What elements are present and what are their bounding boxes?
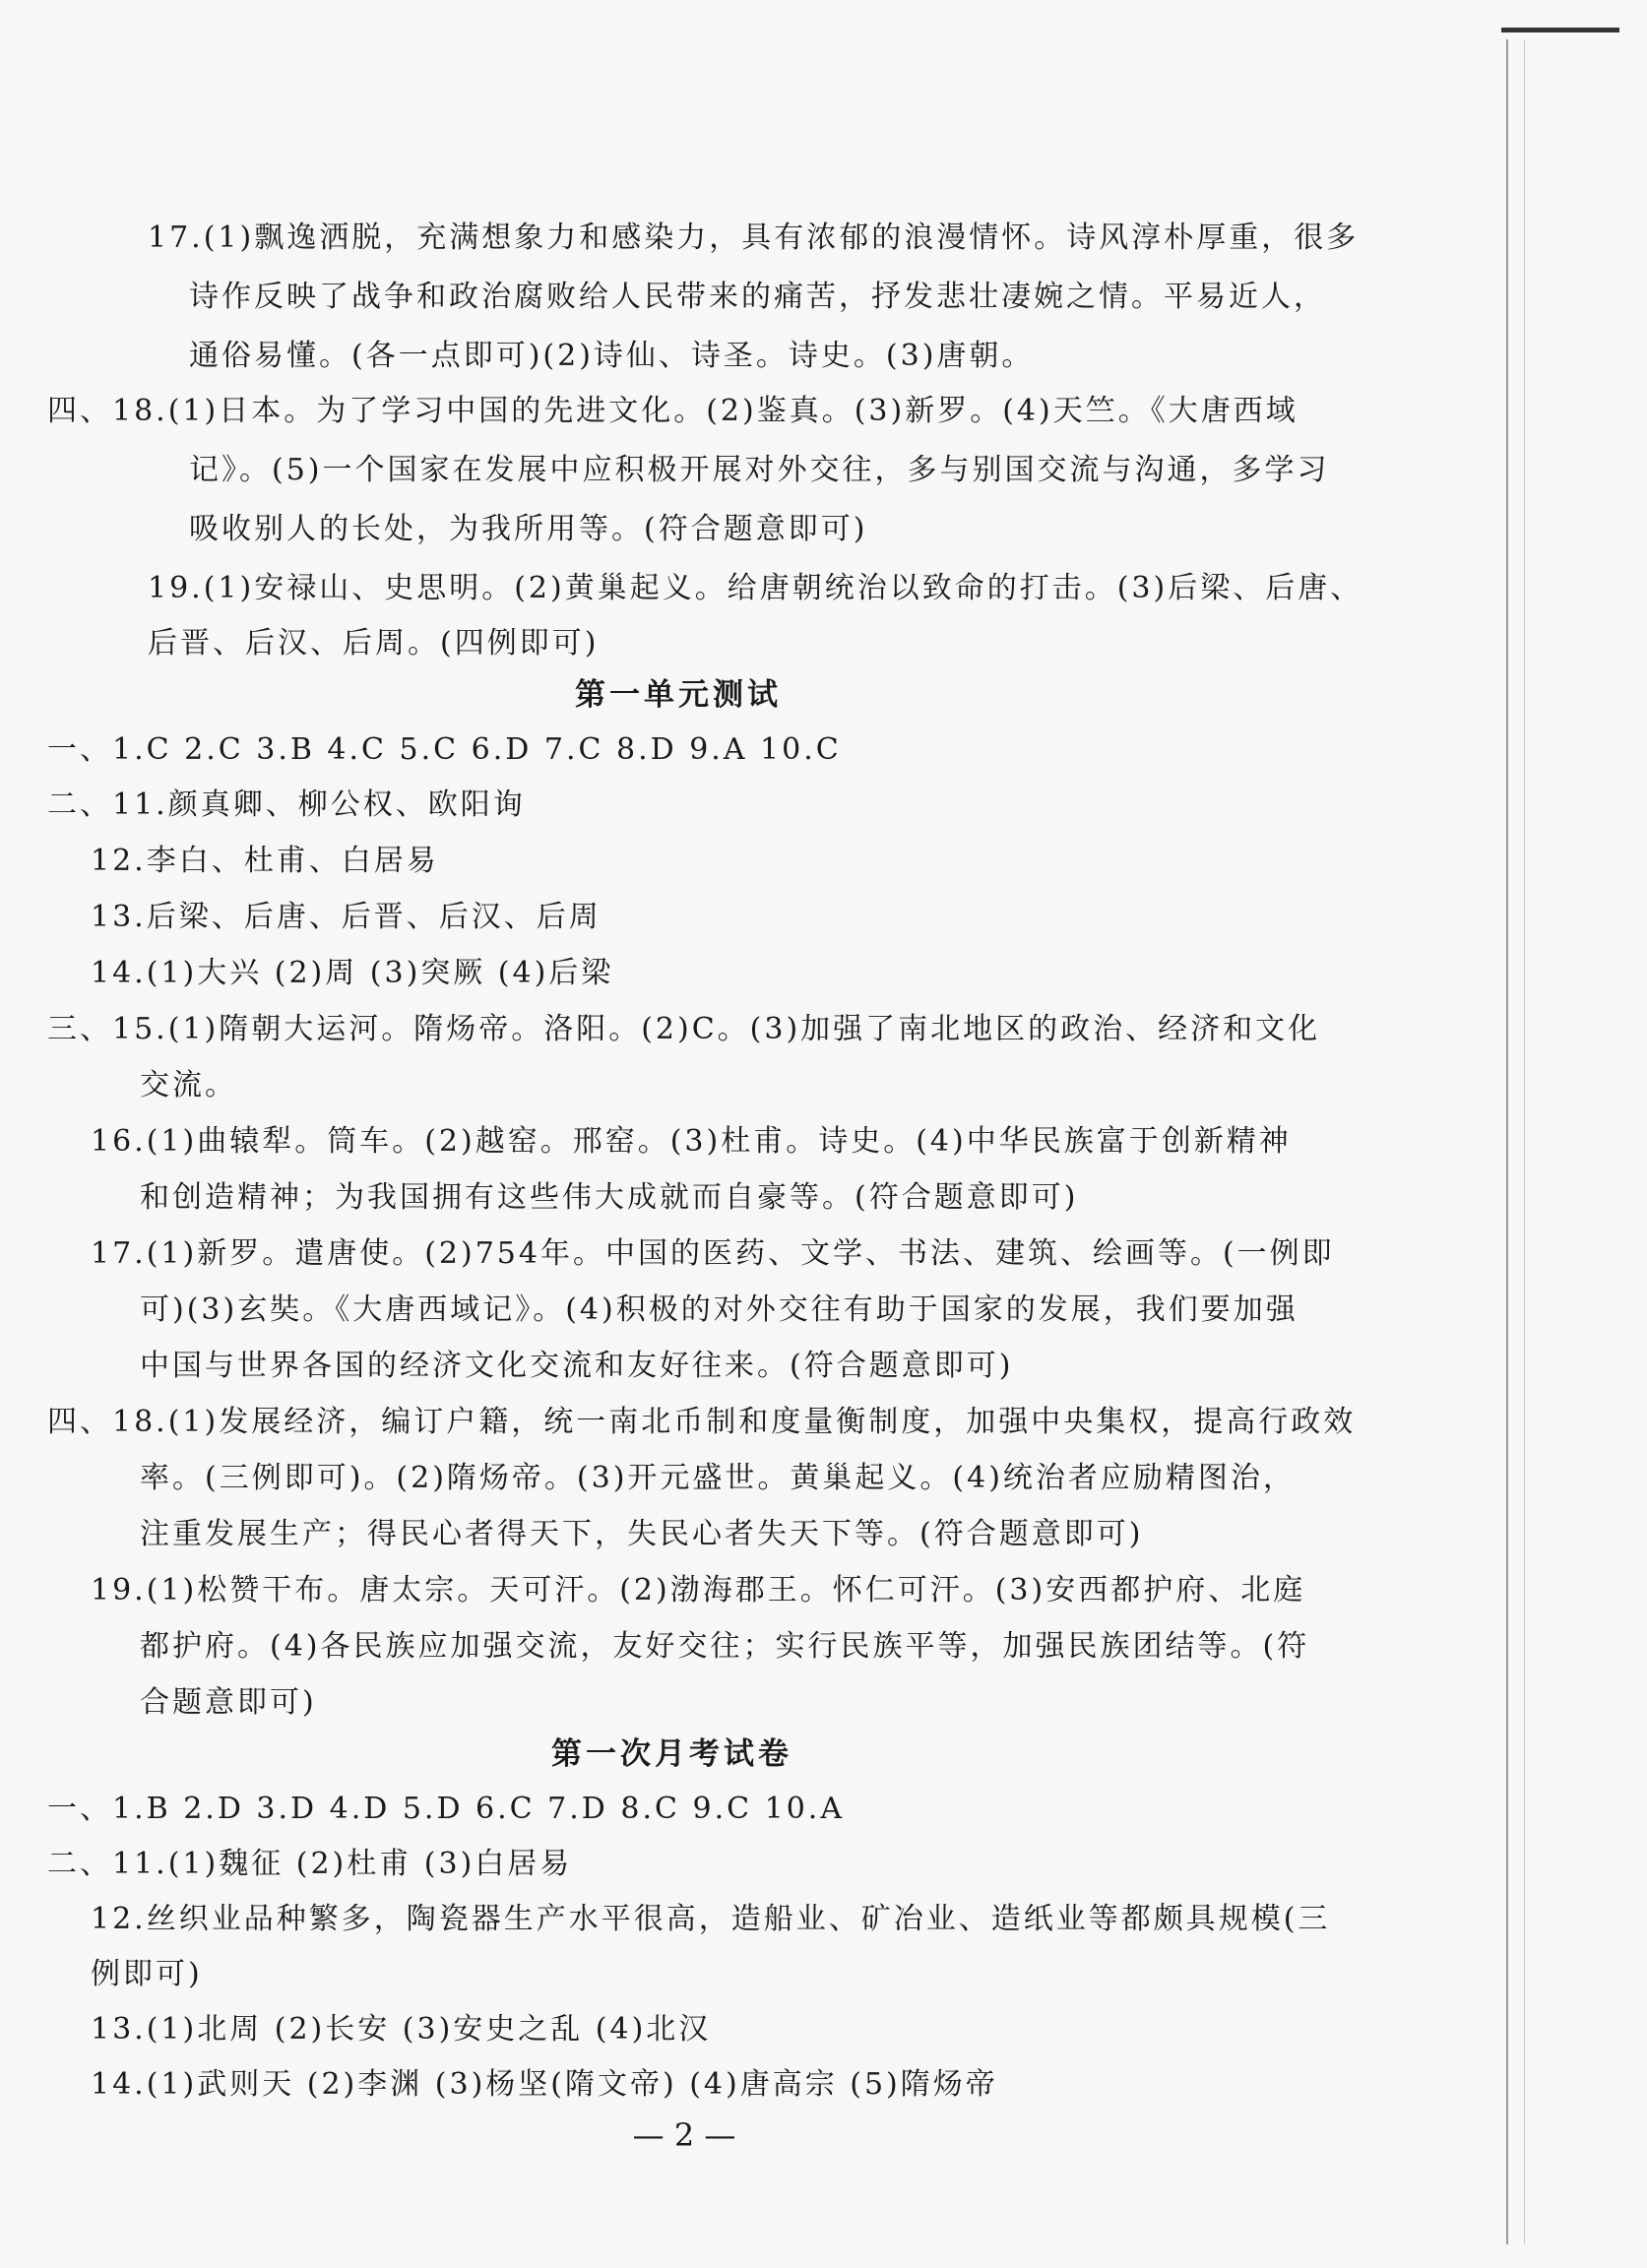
answer-line: 率。(三例即可)。(2)隋炀帝。(3)开元盛世。黄巢起义。(4)统治者应励精图治， bbox=[140, 1461, 1296, 1495]
section-heading: 第一单元测试 bbox=[575, 677, 782, 713]
page-number: — 2 — bbox=[632, 2116, 736, 2154]
answer-line: 三、15.(1)隋朝大运河。隋炀帝。洛阳。(2)C。(3)加强了南北地区的政治、经济和文化 bbox=[47, 1012, 1321, 1046]
answer-line: 后晋、后汉、后周。(四例即可) bbox=[148, 626, 600, 661]
answer-line: 13.后梁、后唐、后晋、后汉、后周 bbox=[91, 900, 602, 934]
answer-line: 交流。 bbox=[140, 1068, 237, 1102]
answer-line: 中国与世界各国的经济文化交流和友好往来。(符合题意即可) bbox=[140, 1349, 1014, 1383]
answer-line: 12.李白、杜甫、白居易 bbox=[91, 844, 439, 878]
answer-line: 16.(1)曲辕犁。筒车。(2)越窑。邢窑。(3)杜甫。诗史。(4)中华民族富于创新精神 bbox=[91, 1124, 1292, 1159]
answer-line: 和创造精神；为我国拥有这些伟大成就而自豪等。(符合题意即可) bbox=[140, 1180, 1079, 1215]
answer-line: 例即可) bbox=[91, 1957, 203, 1991]
answer-line: 14.(1)武则天 (2)李渊 (3)杨坚(隋文帝) (4)唐高宗 (5)隋炀帝 bbox=[91, 2067, 998, 2102]
answer-line: 合题意即可) bbox=[140, 1685, 317, 1720]
answer-line: 12.丝织业品种繁多，陶瓷器生产水平很高，造船业、矿冶业、造纸业等都颇具规模(三 bbox=[91, 1902, 1331, 1936]
answer-line: 14.(1)大兴 (2)周 (3)突厥 (4)后梁 bbox=[91, 956, 614, 990]
answer-line: 19.(1)安禄山、史思明。(2)黄巢起义。给唐朝统治以致命的打击。(3)后梁、后唐、 bbox=[148, 571, 1363, 605]
answer-line: 17.(1)新罗。遣唐使。(2)754年。中国的医药、文学、书法、建筑、绘画等。(一例即 bbox=[91, 1236, 1335, 1271]
answer-line: 一、1.B 2.D 3.D 4.D 5.D 6.C 7.D 8.C 9.C 10.A bbox=[47, 1792, 845, 1826]
answer-line: 诗作反映了战争和政治腐败给人民带来的痛苦，抒发悲壮凄婉之情。平易近人， bbox=[189, 280, 1326, 314]
answer-line: 二、11.颜真卿、柳公权、欧阳询 bbox=[47, 788, 526, 822]
answer-line: 四、18.(1)日本。为了学习中国的先进文化。(2)鉴真。(3)新罗。(4)天竺。《大唐西域 bbox=[47, 394, 1299, 428]
section-heading: 第一次月考试卷 bbox=[551, 1736, 792, 1772]
answer-line: 都护府。(4)各民族应加强交流，友好交往；实行民族平等，加强民族团结等。(符 bbox=[140, 1629, 1310, 1664]
answer-line: 可)(3)玄奘。《大唐西域记》。(4)积极的对外交往有助于国家的发展，我们要加强 bbox=[140, 1292, 1299, 1327]
answer-line: 一、1.C 2.C 3.B 4.C 5.C 6.D 7.C 8.D 9.A 10.C bbox=[47, 732, 842, 767]
answer-line: 19.(1)松赞干布。唐太宗。天可汗。(2)渤海郡王。怀仁可汗。(3)安西都护府、北庭 bbox=[91, 1573, 1306, 1607]
answer-line: 四、18.(1)发展经济，编订户籍，统一南北币制和度量衡制度，加强中央集权，提高行政效 bbox=[47, 1405, 1357, 1439]
answer-line: 吸收别人的长处，为我所用等。(符合题意即可) bbox=[189, 512, 868, 546]
answer-line: 17.(1)飘逸洒脱，充满想象力和感染力，具有浓郁的浪漫情怀。诗风淳朴厚重，很多 bbox=[148, 220, 1360, 255]
answer-line: 13.(1)北周 (2)长安 (3)安史之乱 (4)北汉 bbox=[91, 2012, 712, 2047]
answer-line: 注重发展生产；得民心者得天下，失民心者失天下等。(符合题意即可) bbox=[140, 1517, 1144, 1551]
answer-line: 记》。(5)一个国家在发展中应积极开展对外交往，多与别国交流与沟通，多学习 bbox=[189, 453, 1330, 487]
answer-line: 二、11.(1)魏征 (2)杜甫 (3)白居易 bbox=[47, 1847, 573, 1881]
answer-line: 通俗易懂。(各一点即可)(2)诗仙、诗圣。诗史。(3)唐朝。 bbox=[189, 339, 1035, 373]
